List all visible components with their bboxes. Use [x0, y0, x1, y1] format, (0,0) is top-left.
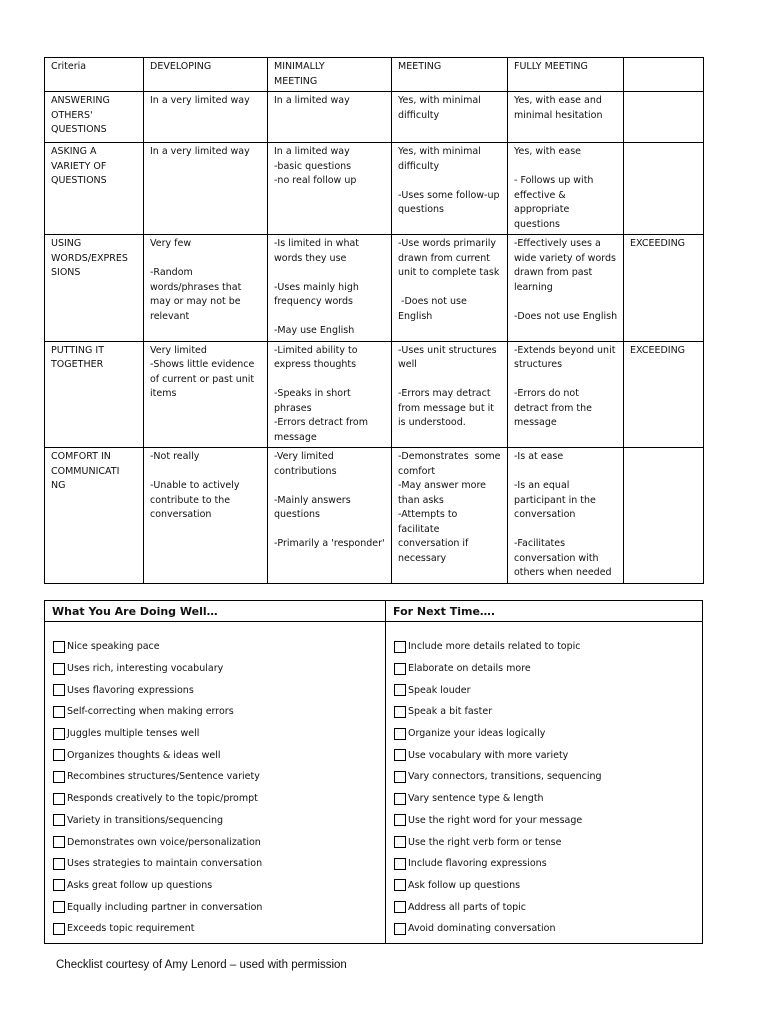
checkbox[interactable] [53, 858, 65, 870]
checklist-item [53, 831, 385, 853]
checkbox[interactable] [394, 858, 406, 870]
checklist-label: Use the right verb form or tense [408, 836, 562, 848]
cell-line [514, 465, 618, 480]
checkbox[interactable] [53, 923, 65, 935]
cell-line [398, 373, 502, 388]
checklist-item [53, 744, 385, 766]
checklist-item [53, 875, 385, 897]
checklist-item [394, 701, 702, 723]
cell-line: QUESTIONS [51, 124, 107, 135]
cell-line: conversation if [398, 538, 469, 549]
cell-line [274, 373, 386, 388]
rubric-level-cell [624, 92, 704, 143]
checklist-label: Responds creatively to the topic/prompt [67, 793, 258, 805]
checklist-label: Ask follow up questions [408, 879, 521, 891]
cell-line: -Demonstrates some [398, 451, 501, 462]
cell-line: -Is limited in what [274, 238, 360, 249]
rubric-level-cell [508, 341, 624, 448]
checklist-label: Vary connectors, transitions, sequencing [408, 771, 602, 783]
cell-line [150, 465, 262, 480]
cell-line: comfort [398, 465, 436, 477]
rubric-level-cell [392, 341, 508, 448]
cell-line: -Does not use English [514, 310, 618, 322]
cell-line: conversation with [514, 552, 599, 564]
cell-line: -Mainly answers [274, 494, 351, 506]
cell-line: -Uses some follow-up [398, 189, 500, 201]
rubric-criteria-cell [45, 143, 144, 235]
checkbox[interactable] [394, 684, 406, 696]
checklist-label: Juggles multiple tenses well [67, 728, 200, 740]
cell-line: In a very limited way [150, 95, 250, 106]
rubric-criteria-cell [45, 341, 144, 448]
rubric-level-cell [144, 341, 268, 448]
cell-line: questions [398, 204, 444, 215]
rubric-level-cell [508, 448, 624, 584]
rubric-level-cell [508, 143, 624, 235]
cell-line: minimal hesitation [514, 109, 603, 121]
cell-line: Yes, with minimal [398, 95, 481, 106]
checklist-item [53, 853, 385, 875]
cell-line: -Errors do not [514, 388, 579, 399]
cell-line: effective & [514, 189, 566, 201]
checklist-label: Include more details related to topic [408, 641, 581, 653]
rubric-criteria-cell [45, 448, 144, 584]
cell-line: -Primarily a 'responder' [274, 538, 385, 549]
checklist-item [53, 658, 385, 680]
cell-line: unit to complete task [398, 267, 500, 278]
rubric-level-cell [268, 143, 392, 235]
cell-line: relevant [150, 310, 190, 322]
cell-line: difficulty [398, 109, 440, 121]
cell-line: frequency words [274, 296, 353, 307]
cell-line: items [150, 388, 177, 399]
rubric-level-cell [392, 143, 508, 235]
checkbox[interactable] [394, 814, 406, 826]
rubric-level-cell [268, 235, 392, 342]
cell-line: appropriate questions [514, 204, 573, 230]
checkbox[interactable] [394, 728, 406, 740]
rubric-level-cell [624, 448, 704, 584]
cell-line: -Random [150, 267, 193, 278]
cell-line: MEETING [398, 61, 442, 72]
cell-line: than asks [398, 494, 444, 506]
checkbox[interactable] [394, 901, 406, 913]
rubric-header-cell [45, 58, 144, 92]
rubric-row [45, 143, 704, 235]
rubric-row [45, 92, 704, 143]
checklist-label: Organizes thoughts & ideas well [67, 749, 221, 761]
checkbox[interactable] [394, 706, 406, 718]
cell-line [274, 266, 386, 281]
cell-line: of current or past unit [150, 373, 255, 385]
rubric-header-cell [624, 58, 704, 92]
checkbox[interactable] [394, 641, 406, 653]
checklist-label: Self-correcting when making errors [67, 706, 234, 718]
cell-line: Very few [150, 238, 192, 249]
doing-well-heading: What You Are Doing Well… [45, 601, 386, 622]
cell-line [630, 450, 698, 465]
checkbox[interactable] [53, 793, 65, 805]
checklist-label: Uses rich, interesting vocabulary [67, 663, 224, 675]
checklist-item [394, 810, 702, 832]
cell-line [398, 281, 502, 296]
cell-line: In a limited way [274, 146, 350, 157]
cell-line: message [514, 417, 557, 428]
rubric-level-cell [268, 341, 392, 448]
cell-line: Yes, with ease and [514, 95, 602, 106]
cell-line [630, 94, 698, 109]
cell-line: contributions [274, 465, 337, 477]
checklist-label: Speak a bit faster [408, 706, 493, 718]
rubric-criteria-cell [45, 92, 144, 143]
checkbox[interactable] [394, 771, 406, 783]
cell-line: - Follows up with [514, 175, 594, 186]
cell-line: may or may not be [150, 296, 241, 307]
cell-line [274, 523, 386, 538]
cell-line: -Extends beyond unit [514, 344, 616, 356]
cell-line: DEVELOPING [150, 61, 212, 72]
cell-line: structures [514, 359, 563, 370]
cell-line: FULLY MEETING [514, 61, 588, 72]
checklist-label: Elaborate on details more [408, 663, 531, 675]
cell-line: -May use English [274, 325, 355, 336]
checklist-item [53, 896, 385, 918]
cell-line: contribute to the [150, 494, 231, 506]
rubric-header-cell [508, 58, 624, 92]
cell-line: necessary [398, 552, 447, 564]
rubric-header-cell [144, 58, 268, 92]
checkbox[interactable] [53, 836, 65, 848]
cell-line: -Is an equal [514, 480, 570, 491]
cell-line: PUTTING IT [51, 344, 105, 356]
cell-line: words they use [274, 252, 347, 264]
cell-line [274, 310, 386, 325]
cell-line [398, 174, 502, 189]
cell-line: SIONS [51, 267, 81, 278]
rubric-level-cell [144, 92, 268, 143]
cell-line: EXCEEDING [630, 344, 686, 356]
cell-line: words/phrases that [150, 281, 242, 293]
cell-line: -Errors may detract [398, 388, 491, 399]
checklist-label: Exceeds topic requirement [67, 923, 195, 935]
checkbox[interactable] [53, 641, 65, 653]
cell-line [514, 295, 618, 310]
checkbox[interactable] [394, 923, 406, 935]
checkbox[interactable] [53, 684, 65, 696]
cell-line [514, 160, 618, 175]
checklist-item [394, 766, 702, 788]
cell-line: -Effectively uses a [514, 238, 601, 249]
checkbox[interactable] [53, 706, 65, 718]
checklist-item [394, 679, 702, 701]
checklist-item [53, 766, 385, 788]
cell-line: -Uses unit structures [398, 344, 497, 356]
cell-line: -Does not use [398, 296, 467, 307]
checklist-label: Use the right word for your message [408, 814, 583, 826]
checklist-label: Use vocabulary with more variety [408, 749, 569, 761]
checklist-item [53, 788, 385, 810]
cell-line: QUESTIONS [51, 175, 107, 186]
checklist-label: Uses flavoring expressions [67, 684, 194, 696]
cell-line: conversation [150, 509, 212, 520]
checklist-label: Avoid dominating conversation [408, 923, 556, 935]
checkbox[interactable] [53, 749, 65, 761]
rubric-level-cell [624, 235, 704, 342]
checklist-item [394, 658, 702, 680]
cell-line: -Attempts to [398, 509, 458, 520]
feedback-checklist [44, 600, 703, 944]
rubric-level-cell [508, 92, 624, 143]
rubric-row [45, 448, 704, 584]
cell-line: TOGETHER [51, 359, 104, 370]
cell-line: -Speaks in short [274, 388, 351, 399]
cell-line: Very limited [150, 344, 207, 356]
rubric-level-cell [144, 235, 268, 342]
checkbox[interactable] [394, 836, 406, 848]
cell-line [274, 479, 386, 494]
cell-line: -basic questions [274, 160, 352, 172]
rubric-level-cell [392, 235, 508, 342]
checkbox[interactable] [53, 879, 65, 891]
cell-line: In a limited way [274, 95, 350, 106]
cell-line: -Unable to actively [150, 480, 240, 491]
checklist-label: Address all parts of topic [408, 901, 527, 913]
checklist-label: Recombines structures/Sentence variety [67, 771, 260, 783]
checklist-label: Speak louder [408, 684, 471, 696]
cell-line [514, 523, 618, 538]
cell-line: Criteria [51, 61, 87, 72]
checkbox[interactable] [53, 814, 65, 826]
checklist-item [53, 723, 385, 745]
checkbox[interactable] [394, 749, 406, 761]
cell-line: English [398, 310, 433, 322]
cell-line: well [398, 359, 417, 370]
checklist-label: Uses strategies to maintain conversation [67, 858, 263, 870]
cell-line: questions [274, 509, 320, 520]
cell-line: -no real follow up [274, 175, 357, 186]
checklist-item [394, 744, 702, 766]
cell-line: USING [51, 238, 82, 249]
rubric-table [44, 57, 704, 584]
rubric-level-cell [508, 235, 624, 342]
rubric-header-row [45, 58, 704, 92]
cell-line: drawn from past [514, 267, 593, 278]
rubric-header-cell [392, 58, 508, 92]
checklist-label: Include flavoring expressions [408, 858, 547, 870]
cell-line: ANSWERING [51, 95, 110, 106]
checklist-label: Equally including partner in conversation [67, 901, 263, 913]
cell-line: -Facilitates [514, 538, 566, 549]
cell-line: drawn from current [398, 252, 490, 264]
cell-line: express thoughts [274, 359, 357, 370]
checklist-item [394, 875, 702, 897]
cell-line: message [274, 431, 317, 443]
cell-line: ASKING A [51, 146, 97, 157]
cell-line: COMMUNICATI [51, 465, 120, 477]
cell-line: EXCEEDING [630, 238, 686, 249]
cell-line: -Not really [150, 451, 200, 462]
cell-line [514, 373, 618, 388]
cell-line: -Errors detract from [274, 417, 368, 428]
rubric-row [45, 341, 704, 448]
checkbox[interactable] [394, 879, 406, 891]
cell-line: others when needed [514, 567, 612, 578]
checkbox[interactable] [53, 901, 65, 913]
cell-line: -Very limited [274, 451, 334, 462]
rubric-body [45, 58, 704, 584]
credit-note: Checklist courtesy of Amy Lenord – used with permission [56, 959, 347, 971]
cell-line: COMFORT IN [51, 451, 111, 462]
doing-well-list [45, 622, 386, 944]
cell-line: participant in the [514, 494, 596, 506]
checklist-item [394, 918, 702, 940]
checklist-item [394, 636, 702, 658]
checklist-item [53, 701, 385, 723]
rubric-level-cell [392, 92, 508, 143]
cell-line: In a very limited way [150, 146, 250, 157]
next-time-list [386, 622, 703, 944]
rubric-level-cell [144, 448, 268, 584]
cell-line: MEETING [274, 75, 318, 87]
cell-line: -Use words primarily [398, 238, 496, 249]
checklist-label: Organize your ideas logically [408, 728, 546, 740]
cell-line: NG [51, 480, 66, 491]
rubric-level-cell [268, 448, 392, 584]
rubric-row [45, 235, 704, 342]
cell-line: -Limited ability to [274, 344, 358, 356]
cell-line: Yes, with minimal [398, 146, 481, 157]
checklist-item [394, 853, 702, 875]
checklist-label: Nice speaking pace [67, 641, 160, 653]
cell-line: detract from the [514, 402, 593, 414]
checklist-label: Demonstrates own voice/personalization [67, 836, 261, 848]
cell-line: WORDS/EXPRES [51, 252, 128, 264]
cell-line: from message but it [398, 402, 495, 414]
cell-line: wide variety of words [514, 252, 616, 264]
cell-line: MINIMALLY [274, 61, 325, 72]
cell-line: learning [514, 281, 553, 293]
checkbox[interactable] [394, 793, 406, 805]
rubric-header-cell [268, 58, 392, 92]
cell-line: facilitate [398, 523, 440, 535]
checklist-item [53, 810, 385, 832]
checkbox[interactable] [53, 728, 65, 740]
checkbox[interactable] [53, 663, 65, 675]
checkbox[interactable] [394, 663, 406, 675]
rubric-level-cell [392, 448, 508, 584]
cell-line: OTHERS' [51, 109, 93, 121]
checklist-item [394, 788, 702, 810]
cell-line: -Uses mainly high [274, 281, 359, 293]
cell-line: is understood. [398, 417, 466, 428]
checklist-item [53, 918, 385, 940]
cell-line: phrases [274, 402, 312, 414]
checklist-item [53, 679, 385, 701]
rubric-level-cell [268, 92, 392, 143]
checklist-label: Asks great follow up questions [67, 879, 213, 891]
cell-line: conversation [514, 509, 576, 520]
checklist-item [394, 723, 702, 745]
cell-line: VARIETY OF [51, 160, 107, 172]
rubric-level-cell [624, 143, 704, 235]
cell-line [630, 145, 698, 160]
checkbox[interactable] [53, 771, 65, 783]
cell-line [630, 60, 698, 75]
cell-line: -May answer more [398, 480, 487, 491]
checklist-item [394, 896, 702, 918]
cell-line: -Shows little evidence [150, 359, 255, 370]
checklist-label: Vary sentence type & length [408, 793, 544, 805]
checklist-label: Variety in transitions/sequencing [67, 814, 224, 826]
cell-line: Yes, with ease [514, 146, 582, 157]
rubric-level-cell [624, 341, 704, 448]
rubric-level-cell [144, 143, 268, 235]
checklist-item [53, 636, 385, 658]
cell-line: -Is at ease [514, 451, 564, 462]
checklist-item [394, 831, 702, 853]
cell-line [150, 252, 262, 267]
cell-line: difficulty [398, 160, 440, 172]
next-time-heading: For Next Time…. [386, 601, 703, 622]
rubric-criteria-cell [45, 235, 144, 342]
